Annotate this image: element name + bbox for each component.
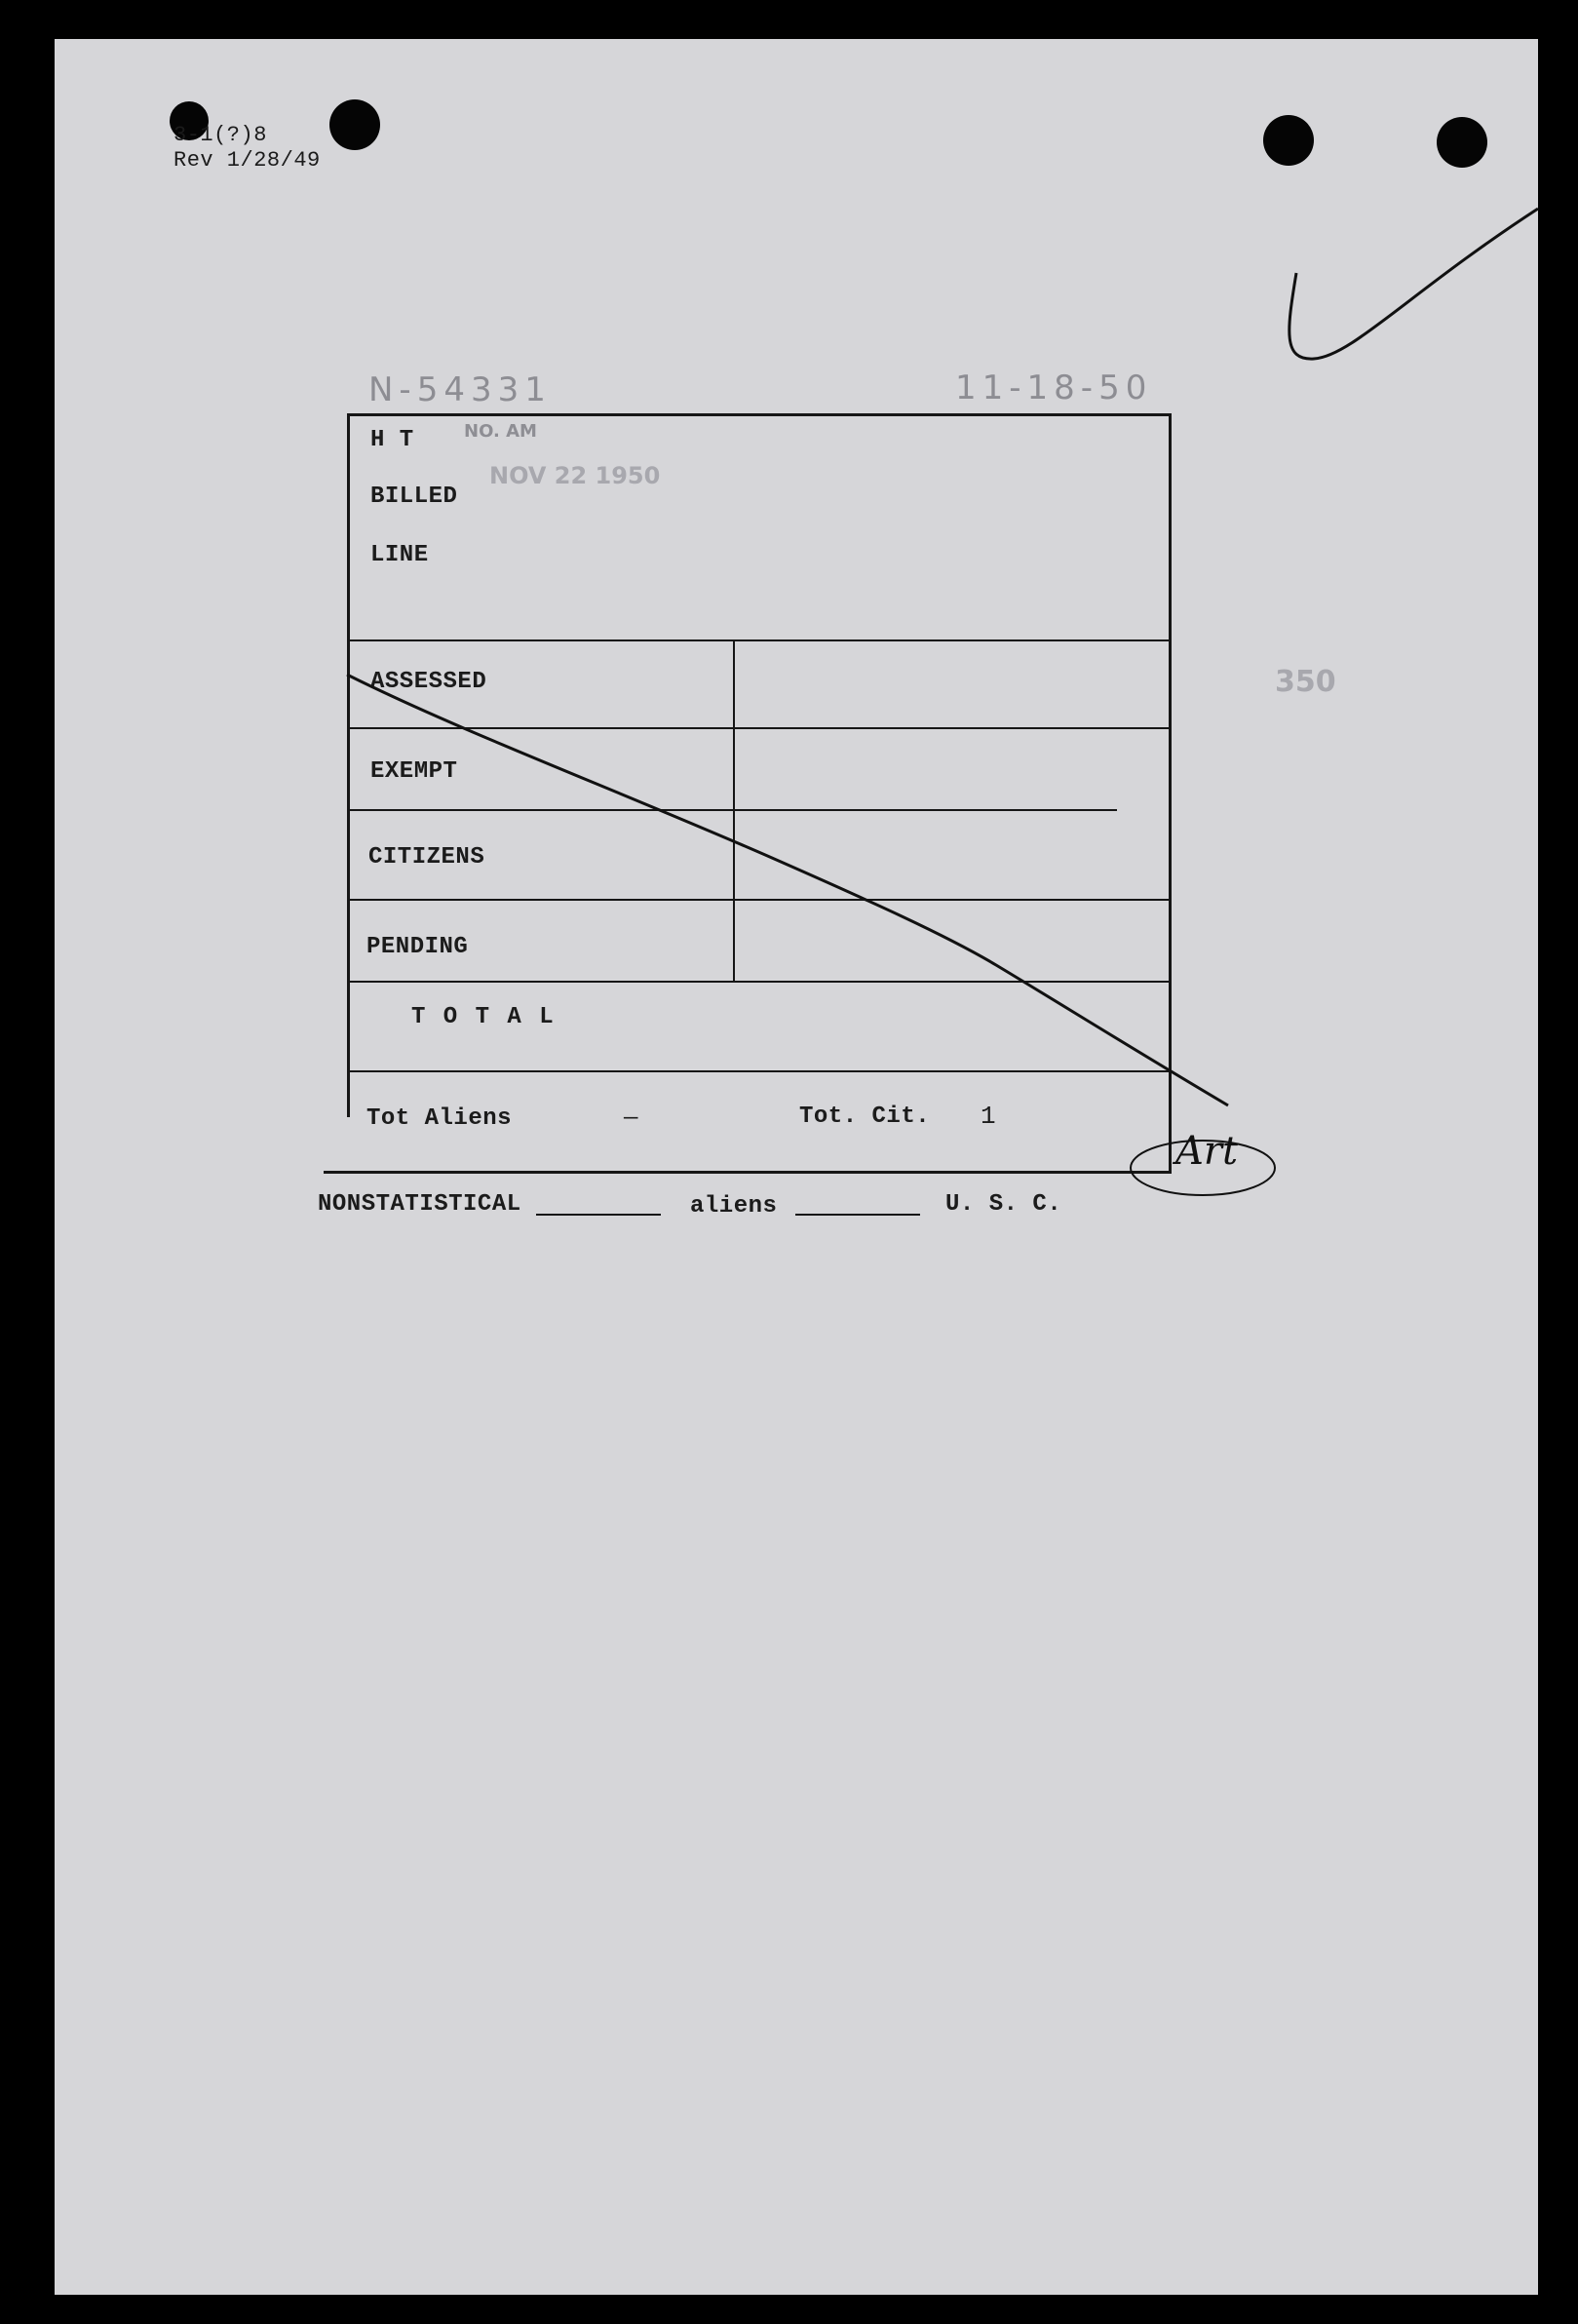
tot-cit-label: Tot. Cit.	[799, 1104, 931, 1130]
received-date-stamp: NOV 22 1950	[489, 462, 661, 489]
check-mark-icon	[1273, 166, 1578, 400]
row-assessed: ASSESSED	[370, 669, 487, 695]
usc-label: U. S. C.	[945, 1191, 1062, 1218]
aliens-blank	[795, 1214, 920, 1216]
row-pending: PENDING	[366, 934, 469, 960]
initials: Art	[1175, 1129, 1239, 1174]
form-revision: Rev 1/28/49	[173, 148, 321, 173]
punch-hole	[329, 99, 380, 150]
label-line: LINE	[370, 542, 429, 568]
nonstatistical-blank	[536, 1214, 661, 1216]
form-number: 3-1(?)8	[173, 123, 267, 147]
row-citizens: CITIZENS	[368, 844, 485, 871]
tot-cit-value: 1	[981, 1102, 997, 1131]
label-ht: H T	[370, 427, 414, 453]
side-number-stamp: 350	[1275, 665, 1336, 699]
aliens-label: aliens	[690, 1193, 778, 1220]
nonstatistical-label: NONSTATISTICAL	[318, 1191, 521, 1218]
case-number: N-54331	[368, 370, 552, 409]
stamp-line: NO. AM	[464, 421, 537, 442]
handwritten-date: 11-18-50	[955, 368, 1153, 407]
row-exempt: EXEMPT	[370, 758, 458, 785]
diagonal-strike-line	[343, 624, 1240, 1170]
tot-aliens-label: Tot Aliens	[366, 1105, 513, 1132]
row-total: T O T A L	[411, 1004, 556, 1030]
label-billed: BILLED	[370, 484, 458, 510]
punch-hole	[1263, 115, 1314, 166]
punch-hole	[1437, 117, 1487, 168]
document-page	[55, 39, 1538, 2295]
table-border-top	[347, 413, 1172, 416]
tot-aliens-value: —	[624, 1105, 638, 1132]
table-border-bottom	[324, 1171, 1172, 1174]
